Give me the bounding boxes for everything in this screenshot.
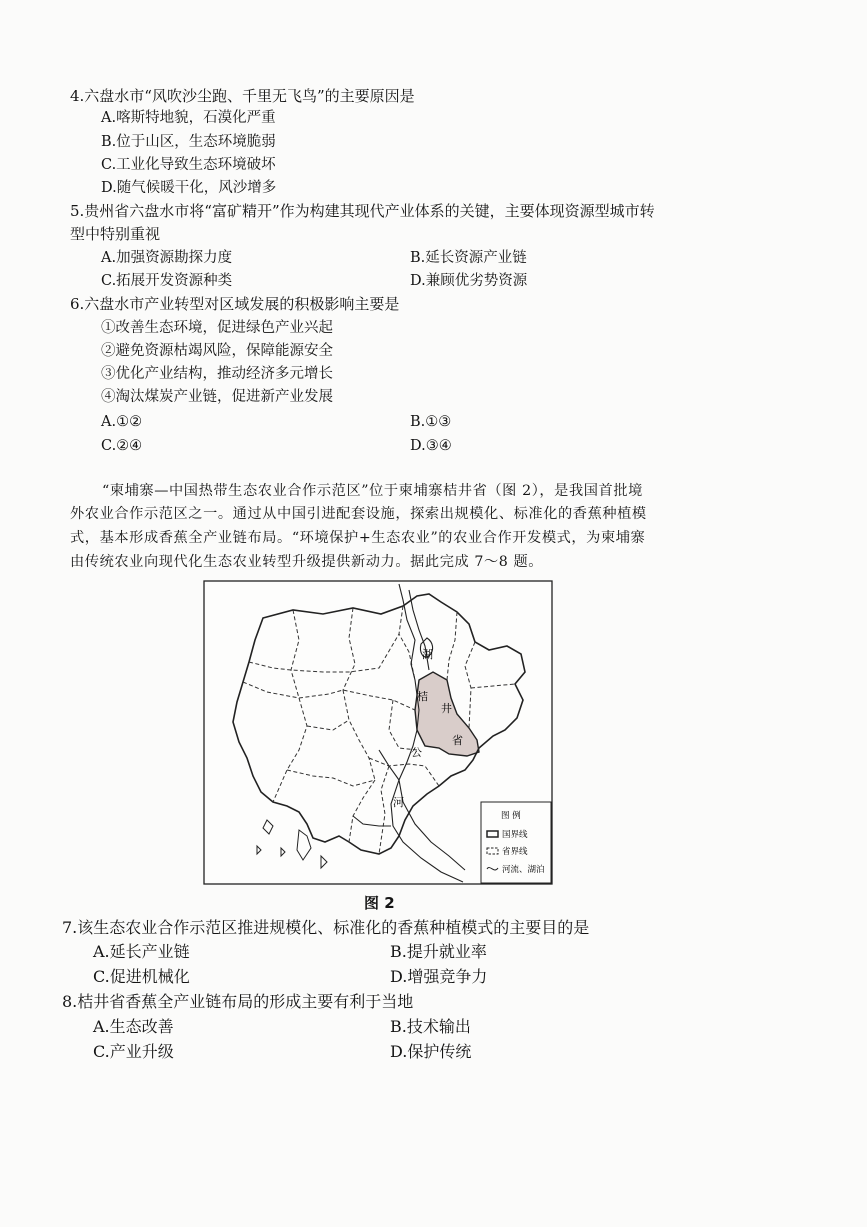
q5-stem-line1: 5.贵州省六盘水市将“富矿精开”作为构建其现代产业体系的关键，主要体现资源型城市转: [70, 202, 655, 220]
q8-option-c: C.产业升级: [93, 1042, 174, 1061]
q4-option-c: C.工业化导致生态环境破坏: [101, 157, 276, 173]
q8-option-b: B.技术输出: [390, 1017, 471, 1036]
q6-item-1: ①改善生态环境，促进绿色产业兴起: [101, 320, 333, 336]
q4-stem: 4.六盘水市“风吹沙尘跑、千里无飞鸟”的主要原因是: [70, 87, 415, 105]
q6-item-2: ②避免资源枯竭风险，保障能源安全: [101, 343, 333, 359]
legend-provincial: 省界线: [502, 847, 528, 857]
q5-stem-line2: 型中特别重视: [70, 225, 161, 243]
map-label-he: 河: [393, 796, 404, 809]
legend-river: 河流、湖泊: [502, 865, 545, 875]
map-label-lake: 湖: [422, 648, 433, 661]
q7-option-a: A.延长产业链: [93, 942, 190, 961]
map-label-sheng: 省: [452, 734, 463, 747]
q7-stem: 7.该生态农业合作示范区推进规模化、标准化的香蕉种植模式的主要目的是: [62, 918, 590, 937]
passage-line-3: 式，基本形成香蕉全产业链布局。“环境保护+生态农业”的农业合作开发模式，为柬埔寨: [70, 530, 646, 546]
q8-option-a: A.生态改善: [93, 1017, 174, 1036]
q7-option-c: C.促进机械化: [93, 967, 190, 986]
q7-option-b: B.提升就业率: [390, 942, 487, 961]
q6-option-d: D.③④: [410, 438, 452, 454]
passage-line-4: 由传统农业向现代化生态农业转型升级提供新动力。据此完成 7～8 题。: [70, 554, 544, 570]
q6-item-4: ④淘汰煤炭产业链，促进新产业发展: [101, 389, 333, 405]
q5-option-c: C.拓展开发资源种类: [101, 273, 233, 289]
q4-option-b: B.位于山区，生态环境脆弱: [101, 134, 276, 150]
q8-stem: 8.桔井省香蕉全产业链布局的形成主要有利于当地: [62, 992, 414, 1011]
q6-stem: 6.六盘水市产业转型对区域发展的积极影响主要是: [70, 295, 400, 313]
map-label-jing: 井: [441, 702, 452, 715]
map-figure: [203, 580, 553, 885]
map-label-jie: 桔: [417, 690, 428, 703]
figure-caption: 图 2: [364, 894, 395, 912]
q4-option-a: A.喀斯特地貌，石漠化严重: [101, 110, 276, 126]
q6-option-b: B.①③: [410, 414, 452, 430]
q8-option-d: D.保护传统: [390, 1042, 472, 1061]
q5-option-d: D.兼顾优劣势资源: [410, 273, 528, 289]
q6-item-3: ③优化产业结构，推动经济多元增长: [101, 366, 333, 382]
legend-national: 国界线: [502, 830, 528, 840]
q6-option-c: C.②④: [101, 438, 143, 454]
q5-option-b: B.延长资源产业链: [410, 250, 527, 266]
passage-line-1: “柬埔寨—中国热带生态农业合作示范区”位于柬埔寨桔井省（图 2），是我国首批境: [102, 483, 643, 499]
map-legend: [481, 802, 551, 883]
q7-option-d: D.增强竞争力: [390, 967, 488, 986]
passage-line-2: 外农业合作示范区之一。通过从中国引进配套设施，探索出规模化、标准化的香蕉种植模: [70, 506, 647, 522]
q4-option-d: D.随气候暖干化，风沙增多: [101, 180, 277, 196]
q6-option-a: A.①②: [101, 414, 143, 430]
legend-title: 图 例: [501, 811, 521, 821]
map-label-gong: 公: [411, 746, 422, 759]
q5-option-a: A.加强资源勘探力度: [101, 250, 233, 266]
